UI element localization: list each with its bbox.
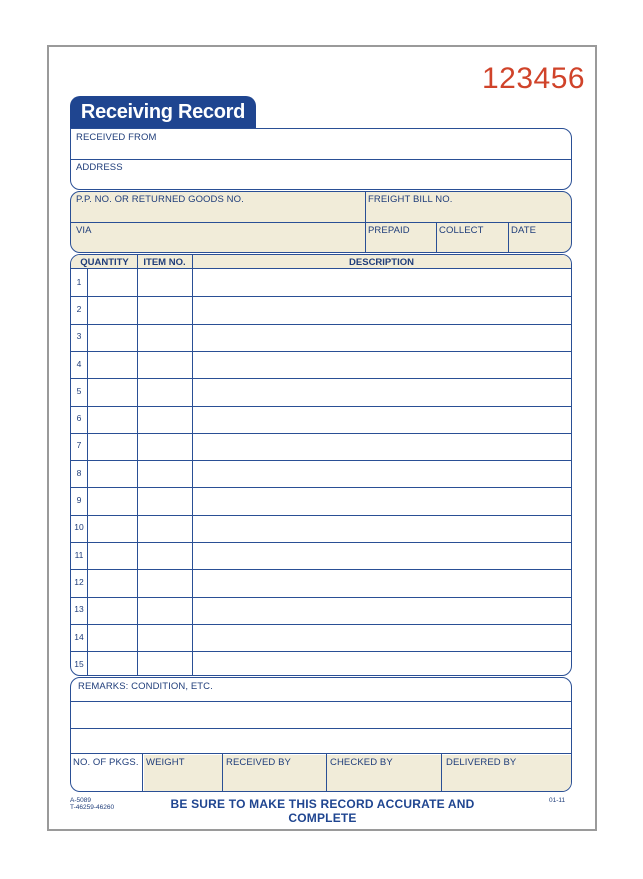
row-divider — [71, 406, 571, 407]
checked-by-label: CHECKED BY — [330, 757, 393, 768]
delivered-by-label: DELIVERED BY — [446, 757, 517, 768]
row-number: 11 — [74, 549, 84, 560]
form-title: Receiving Record — [70, 96, 256, 128]
row-divider — [71, 515, 571, 516]
item-no-header: ITEM NO. — [143, 257, 186, 268]
row-number: 15 — [74, 658, 84, 669]
row-number: 8 — [76, 467, 82, 478]
received-from-label: RECEIVED FROM — [76, 132, 157, 143]
via-label: VIA — [76, 225, 92, 236]
prepaid-label: PREPAID — [368, 225, 410, 236]
received-by-label: RECEIVED BY — [226, 757, 291, 768]
row-number: 1 — [76, 276, 82, 287]
description-header: DESCRIPTION — [349, 257, 414, 268]
form-code: A-5089 — [70, 797, 91, 804]
row-number: 4 — [76, 358, 82, 369]
row-number: 13 — [74, 604, 84, 615]
remarks-label: REMARKS: CONDITION, ETC. — [78, 681, 213, 692]
collect-label: COLLECT — [439, 225, 484, 236]
row-divider — [71, 542, 571, 543]
date-label: DATE — [511, 225, 537, 236]
row-divider — [71, 324, 571, 325]
row-divider — [71, 624, 571, 625]
row-divider — [71, 460, 571, 461]
po-number-label: P.P. NO. OR RETURNED GOODS NO. — [76, 194, 244, 205]
items-table — [70, 254, 572, 676]
row-divider — [71, 351, 571, 352]
row-number: 2 — [76, 303, 82, 314]
row-divider — [71, 569, 571, 570]
row-divider — [71, 378, 571, 379]
serial-number: 123456 — [482, 62, 586, 95]
row-divider — [71, 433, 571, 434]
row-number: 7 — [76, 440, 82, 451]
form-code-2: T-46259-46260 — [70, 804, 115, 811]
no-pkgs-label: NO. OF PKGS. — [73, 757, 139, 768]
row-divider — [71, 296, 571, 297]
freight-bill-label: FREIGHT BILL NO. — [368, 194, 453, 205]
form-version: 01-11 — [549, 797, 566, 804]
quantity-header: QUANTITY — [80, 257, 129, 268]
address-label: ADDRESS — [76, 162, 123, 173]
row-divider — [71, 651, 571, 652]
row-number: 14 — [74, 631, 84, 642]
row-number: 10 — [74, 522, 84, 533]
row-number: 3 — [76, 331, 82, 342]
row-number: 12 — [74, 576, 84, 587]
row-number: 6 — [76, 413, 82, 424]
row-divider — [71, 487, 571, 488]
row-number: 9 — [76, 495, 82, 506]
row-divider — [71, 597, 571, 598]
footer-message: BE SURE TO MAKE THIS RECORD ACCURATE AND COMPLETE — [170, 797, 475, 825]
weight-label: WEIGHT — [146, 757, 185, 768]
row-number: 5 — [76, 385, 82, 396]
